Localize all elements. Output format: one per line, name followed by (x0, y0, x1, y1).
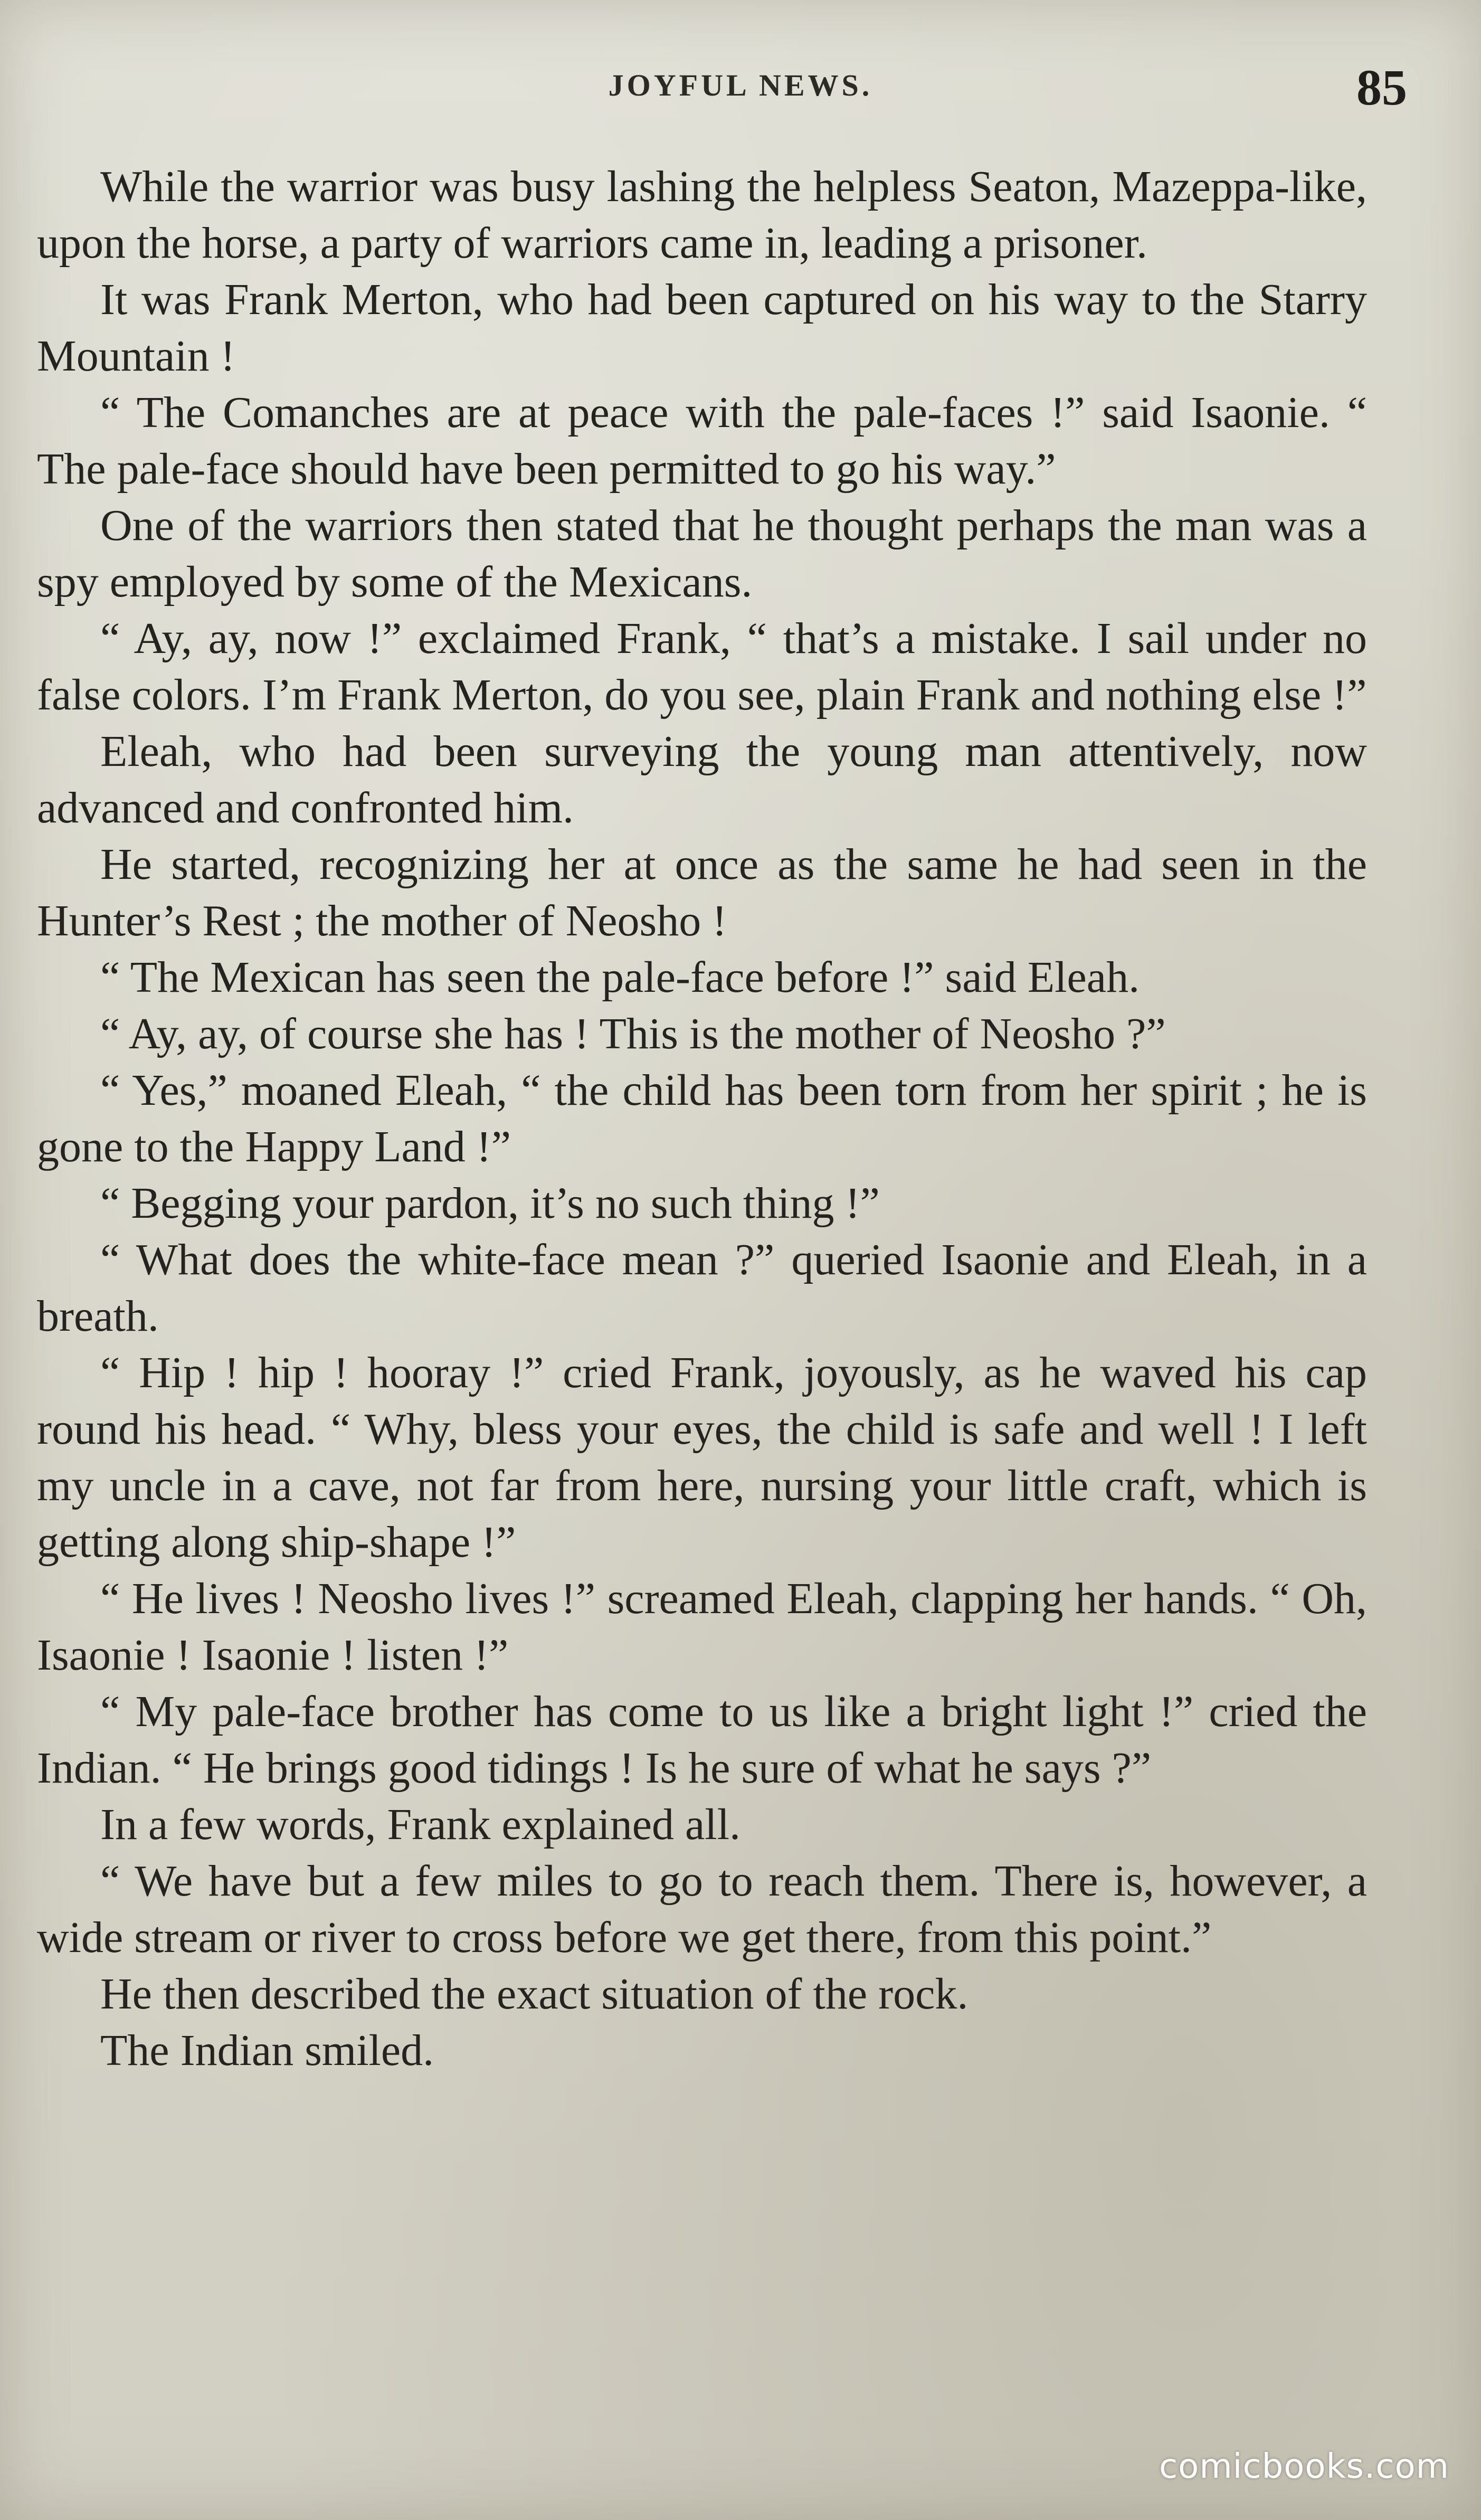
paragraph: The Indian smiled. (100, 2026, 434, 2075)
page-number: 85 (1356, 59, 1407, 116)
paragraph: “ Hip ! hip ! hooray !” cried Frank, joyously, as he waved his cap round his head. “ Why, bless your eyes, the child is safe and well ! I left my uncle in a cave, not far from here, nursing your little craft, which is getting along ship-shape !” (37, 1348, 1367, 1567)
paragraph: “ What does the white-face mean ?” queried Isaonie and Eleah, in a breath. (37, 1235, 1367, 1341)
paragraph: “ Ay, ay, of course she has ! This is the mother of Neosho ?” (100, 1009, 1166, 1058)
page-header (0, 58, 1481, 116)
paragraph: “ The Comanches are at peace with the pale-faces !” said Isaonie. “ The pale-face should have been permitted to go his way.” (37, 388, 1367, 494)
paragraph: He started, recognizing her at once as the same he had seen in the Hunter’s Rest ; the mother of Neosho ! (37, 840, 1367, 945)
paragraph: “ My pale-face brother has come to us like a bright light !” cried the Indian. “ He brings good tidings ! Is he sure of what he says ?” (37, 1687, 1367, 1793)
paragraph: “ The Mexican has seen the pale-face before !” said Eleah. (100, 953, 1140, 1002)
paragraph: Eleah, who had been surveying the young man attentively, now advanced and confronted him. (37, 727, 1367, 832)
paragraph: He then described the exact situation of the rock. (100, 1969, 969, 2019)
paragraph: “ We have but a few miles to go to reach them. There is, however, a wide stream or river to cross before we get there, from this point.” (37, 1856, 1367, 1962)
body-text (37, 158, 1367, 2079)
paragraph: While the warrior was busy lashing the helpless Seaton, Mazeppa-like, upon the horse, a party of warriors came in, leading a prisoner. (37, 162, 1367, 268)
paragraph: One of the warriors then stated that he thought perhaps the man was a spy employed by some of the Mexicans. (37, 501, 1367, 607)
paragraph: “ He lives ! Neosho lives !” screamed Eleah, clapping her hands. “ Oh, Isaonie ! Isaonie ! listen !” (37, 1574, 1367, 1680)
paragraph: “ Yes,” moaned Eleah, “ the child has been torn from her spirit ; he is gone to the Happy Land !” (37, 1066, 1367, 1171)
paragraph: It was Frank Merton, who had been captured on his way to the Starry Mountain ! (37, 275, 1367, 381)
paragraph: In a few words, Frank explained all. (100, 1800, 740, 1849)
watermark: comicbooks.com (1159, 2447, 1449, 2486)
running-head: JOYFUL NEWS. (608, 68, 873, 102)
paragraph: “ Begging your pardon, it’s no such thing !” (100, 1179, 880, 1228)
paragraph: “ Ay, ay, now !” exclaimed Frank, “ that’s a mistake. I sail under no false colors. I’m Frank Merton, do you see, plain Frank and nothing else !” (37, 614, 1367, 719)
